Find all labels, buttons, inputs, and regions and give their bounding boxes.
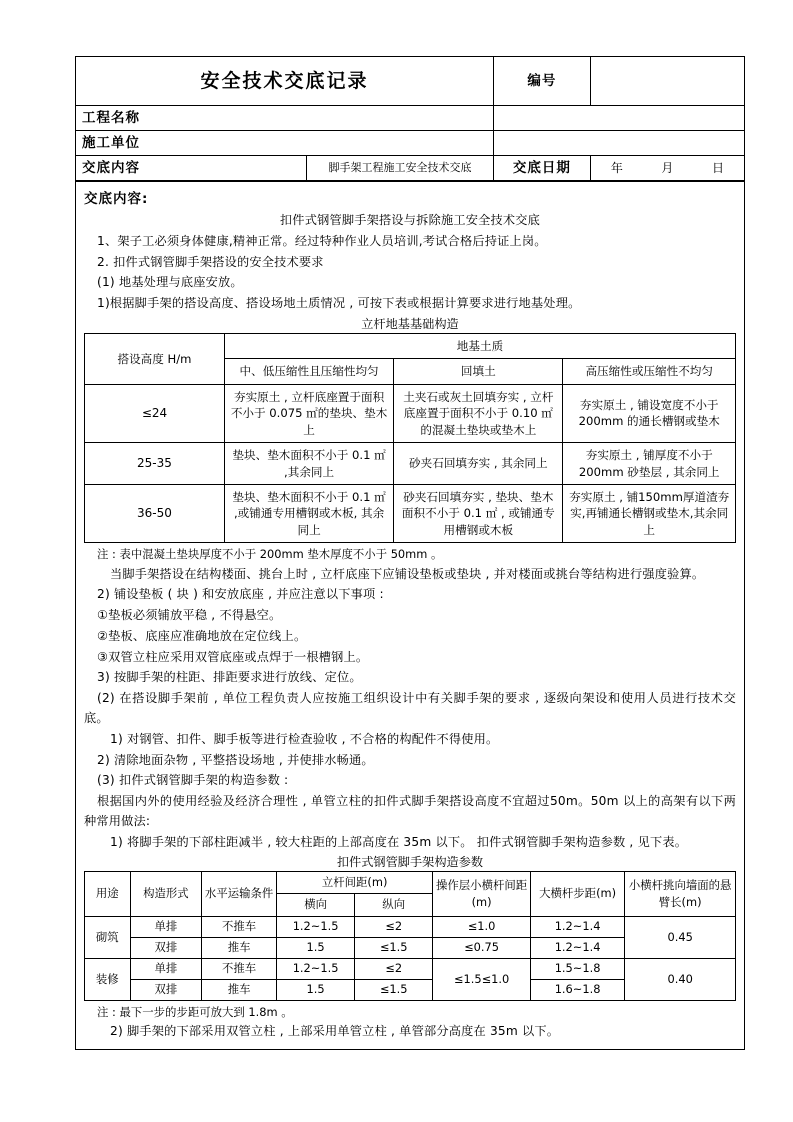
table1-row2-cell2: 砂夹石回填夯实 , 其余同上 [394,443,563,485]
table1-soil-group-header: 地基土质 [224,333,735,358]
document-title: 安全技术交底记录 [76,57,494,106]
table2-form-header: 构造形式 [130,872,202,916]
paragraph-9: 3) 按脚手架的柱距、排距要求进行放线、定位。 [97,670,362,685]
paragraph-7: ②垫板、底座应准确地放在定位线上。 [97,628,307,643]
table2-r2b-form: 双排 [130,979,202,1000]
paragraph-12: 2) 清除地面杂物 , 平整搭设场地 , 并使排水畅通。 [97,752,374,767]
project-name-row [76,106,744,131]
table1-row2-height: 25-35 [85,443,225,485]
table2-note-1: 注 : 最下一步的步距可放大到 1.8m 。 [97,1004,293,1019]
document-page [75,56,745,1050]
construction-unit-value[interactable] [494,131,745,156]
table2-r1-use: 砌筑 [85,916,131,958]
table2-r1b-form: 双排 [130,937,202,958]
doc-subject-heading: 扣件式钢管脚手架搭设与拆除施工安全技术交底 [279,213,541,227]
table1-note-2: 当脚手架搭设在结构楼面、挑台上时 , 立杆底座下应铺设垫板或垫块 , 并对楼面或挑台等结构进行强度验算。 [110,566,705,581]
table1-row1-height: ≤24 [85,384,225,442]
paragraph-14: 根据国内外的使用经验及经济合理性 , 单管立柱的扣件式脚手架搭设高度不宜超过50m。50m 以上的高架有以下两种常用做法: [84,794,736,828]
paragraph-15: 1) 将脚手架的下部柱距减半 , 较大柱距的上部高度在 35m 以下。 扣件式钢管脚手架构造参数 , 见下表。 [110,834,688,849]
table2-r2b-longitudinal: ≤1.5 [355,979,433,1000]
table-row [85,485,736,543]
paragraph-13: (3) 扣件式钢管脚手架的构造参数 : [97,773,289,788]
table2-r2-small-bar: ≤1.5≤1.0 [433,958,531,1000]
paragraph-2: 2. 扣件式钢管脚手架搭设的安全技术要求 [97,254,324,269]
title-row [76,57,744,106]
table-row [85,958,736,979]
table2-caption: 扣件式钢管脚手架构造参数 [336,855,484,870]
table2-r1a-transport: 不推车 [202,916,277,937]
table2-r2-cantilever: 0.40 [625,958,736,1000]
construction-unit-row [76,131,744,156]
header-meta-table [76,57,744,156]
document-body [76,181,744,1049]
date-label: 交底日期 [493,156,590,181]
table1-row3-cell2: 砂夹石回填夯实 , 垫块、垫木面积不小于 0.1 ㎡ , 或铺通专用槽钢或木板 [394,485,563,543]
table2-r1a-big-bar: 1.2~1.4 [530,916,624,937]
table2-r2a-big-bar: 1.5~1.8 [530,958,624,979]
table1-row3-height: 36-50 [85,485,225,543]
table2-lateral-header: 横向 [277,894,355,916]
project-name-label: 工程名称 [76,106,494,131]
table2-r2a-form: 单排 [130,958,202,979]
table2-big-bar-header: 大横杆步距(m) [530,872,624,916]
table-row [85,443,736,485]
table2-r2b-transport: 推车 [202,979,277,1000]
table1-note-1: 注 : 表中混凝土垫块厚度不小于 200mm 垫木厚度不小于 50mm 。 [97,547,443,562]
table2-r1a-longitudinal: ≤2 [355,916,433,937]
paragraph-11: 1) 对钢管、扣件、脚手板等进行检查验收 , 不合格的构配件不得使用。 [110,731,499,746]
table2-r1-cantilever: 0.45 [625,916,736,958]
table2-cantilever-header: 小横杆挑向墙面的悬臂长(m) [625,872,736,916]
date-month: 月 [661,161,674,175]
table2-r1b-longitudinal: ≤1.5 [355,937,433,958]
table2-r2a-transport: 不推车 [202,958,277,979]
table1-soil-col-2: 回填土 [394,359,563,384]
project-name-value[interactable] [494,106,745,131]
table1-row1-cell3: 夯实原土 , 铺设宽度不小于 200mm 的通长槽钢或垫木 [563,384,736,442]
date-day: 日 [711,161,724,175]
table2-longitudinal-header: 纵向 [355,894,433,916]
table1-row1-cell1: 夯实原土 , 立杆底座置于面积不小于 0.075 ㎡的垫块、垫木上 [224,384,393,442]
paragraph-10: (2) 在搭设脚手架前 , 单位工程负责人应按施工组织设计中有关脚手架的要求 , 逐级向架设和使用人员进行技术交底。 [84,691,736,725]
table2-r1b-lateral: 1.5 [277,937,355,958]
code-value[interactable] [590,57,744,106]
table2-use-header: 用途 [85,872,131,916]
table2-r1a-lateral: 1.2~1.5 [277,916,355,937]
paragraph-4: 1)根据脚手架的搭设高度、搭设场地土质情况 , 可按下表或根据计算要求进行地基处理。 [97,296,581,311]
paragraph-8: ③双管立柱应采用双管底座或点焊于一根槽钢上。 [97,649,369,664]
table2-note-2: 2) 脚手架的下部采用双管立柱 , 上部采用单管立柱 , 单管部分高度在 35m 以下。 [110,1024,560,1039]
table1-soil-col-1: 中、低压缩性且压缩性均匀 [224,359,393,384]
table2-r1b-transport: 推车 [202,937,277,958]
table1-row3-cell1: 垫块、垫木面积不小于 0.1 ㎡ ,或铺通专用槽钢或木板, 其余同上 [224,485,393,543]
header-content-table [76,156,744,181]
table1-header-row-1 [85,333,736,358]
content-label: 交底内容 [76,156,306,181]
date-year: 年 [610,161,623,175]
content-row [76,156,744,181]
section-heading: 交底内容: [84,191,149,207]
foundation-structure-table [84,333,736,544]
table2-spacing-group-header: 立杆间距(m) [277,872,433,894]
table2-small-bar-header: 操作层小横杆间距(m) [433,872,531,916]
table1-caption: 立杆地基基础构造 [361,316,459,331]
paragraph-3: (1) 地基处理与底座安放。 [97,275,243,290]
table1-row1-cell2: 土夹石或灰土回填夯实 , 立杆底座置于面积不小于 0.10 ㎡的混凝土垫块或垫木上 [394,384,563,442]
table1-height-header: 搭设高度 H/m [85,333,225,384]
table-row [85,916,736,937]
table2-transport-header: 水平运输条件 [202,872,277,916]
table1-row3-cell3: 夯实原土 , 铺150mm厚道渣夯实,再铺通长槽钢或垫木,其余同上 [563,485,736,543]
table1-row2-cell1: 垫块、垫木面积不小于 0.1 ㎡ ,其余同上 [224,443,393,485]
table2-r2b-big-bar: 1.6~1.8 [530,979,624,1000]
paragraph-6: ①垫板必须铺放平稳 , 不得悬空。 [97,608,282,623]
content-value[interactable]: 脚手架工程施工安全技术交底 [306,156,493,181]
scaffold-parameters-table [84,871,736,1001]
table-row [85,384,736,442]
paragraph-1: 1、架子工必须身体健康,精神正常。经过特种作业人员培训,考试合格后持证上岗。 [97,233,547,248]
table2-r2a-longitudinal: ≤2 [355,958,433,979]
table2-r1b-big-bar: 1.2~1.4 [530,937,624,958]
code-label: 编号 [494,57,591,106]
table2-r1a-form: 单排 [130,916,202,937]
table2-r2a-lateral: 1.2~1.5 [277,958,355,979]
table1-row2-cell3: 夯实原土 , 铺厚度不小于 200mm 砂垫层 , 其余同上 [563,443,736,485]
table2-r1a-small-bar: ≤1.0 [433,916,531,937]
table2-header-row-1 [85,872,736,894]
table2-r1b-small-bar: ≤0.75 [433,937,531,958]
table2-r2b-lateral: 1.5 [277,979,355,1000]
construction-unit-label: 施工单位 [76,131,494,156]
paragraph-5: 2) 铺设垫板 ( 块 ) 和安放底座 , 并应注意以下事项 : [97,587,384,602]
table1-soil-col-3: 高压缩性或压缩性不均匀 [563,359,736,384]
date-value[interactable] [590,156,744,181]
table2-r2-use: 装修 [85,958,131,1000]
